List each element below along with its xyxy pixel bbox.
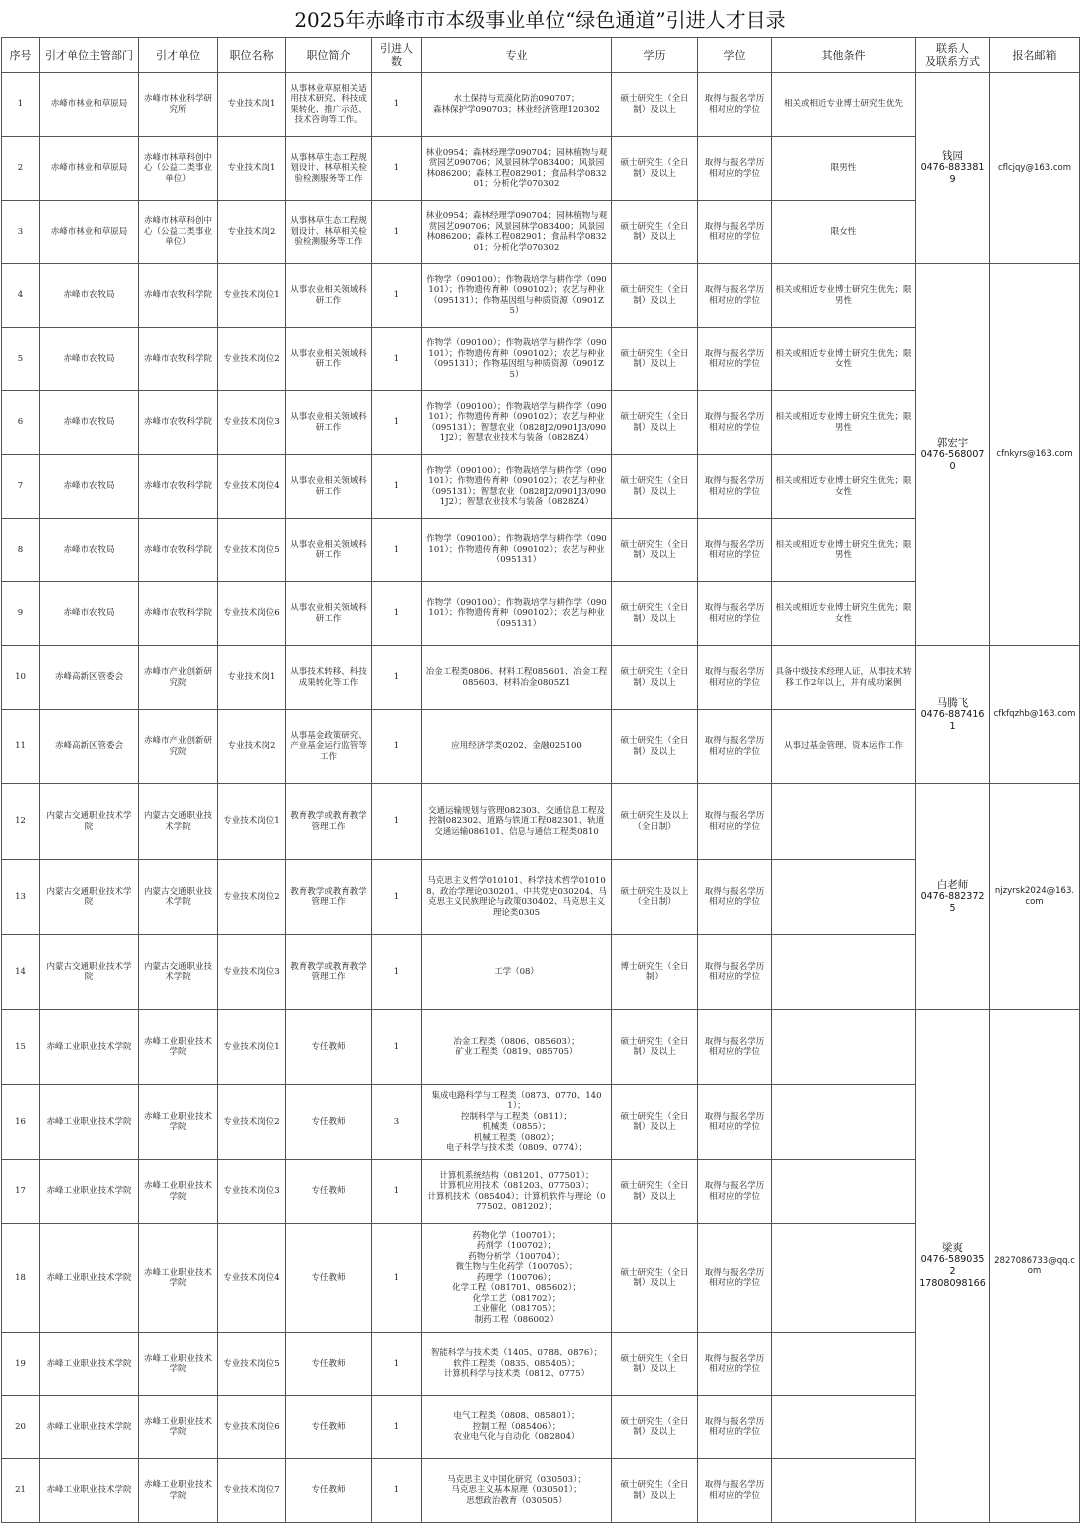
major-line: 冶金工程类0806、材料工程085601、冶金工程085603、材料冶金0805Z1: [425, 667, 608, 688]
row-degree: 取得与报名学历相对应的学位: [698, 935, 772, 1010]
row-education: 硕士研究生（全日制）及以上: [612, 710, 698, 784]
row-count: 1: [372, 784, 422, 860]
contact-name: 梁爽: [942, 1242, 963, 1254]
major-line: 作物学（090100）；作物栽培学与耕作学（090101）；作物遗传育种（090102）；农艺与种业（095131）；智慧农业（0828J2/0901J3/0901J2）；智慧农业技术与装备（0828Z4）: [426, 401, 607, 443]
row-major: [422, 582, 612, 646]
row-other: [772, 1333, 916, 1396]
header-seq: 序号: [2, 38, 40, 73]
row-degree: 取得与报名学历相对应的学位: [698, 73, 772, 137]
contact-email[interactable]: njzyrsk2024@163.com: [990, 784, 1080, 1010]
row-dept: 赤峰市林业和草原局: [40, 201, 139, 264]
major-line: 制药工程（086002）: [474, 1314, 559, 1325]
row-major: [422, 935, 612, 1010]
row-other: 相关或相近专业博士研究生优先；限男性: [772, 519, 916, 582]
row-dept: 赤峰市林业和草原局: [40, 73, 139, 137]
row-count: 1: [372, 1459, 422, 1523]
row-dept: 内蒙古交通职业技术学院: [40, 935, 139, 1010]
row-major: [422, 1160, 612, 1224]
row-intro: 教育教学或教育教学管理工作: [286, 784, 372, 860]
row-seq: 7: [2, 455, 40, 519]
row-major: [422, 455, 612, 519]
row-seq: 2: [2, 137, 40, 201]
major-line: 冶金工程类（0806、085603）；: [453, 1036, 580, 1047]
row-seq: 17: [2, 1160, 40, 1224]
major-line: 马克思主义哲学010101、科学技术哲学010108、政治学理论030201、中共党史030204、马克思主义民族理论与政策030402、马克思主义理论类0305: [426, 876, 607, 918]
row-count: 1: [372, 710, 422, 784]
major-line: 计算机系统结构（081201、077501）；: [439, 1170, 594, 1181]
row-position: 专业技术岗1: [218, 646, 286, 710]
contact-phone: 0476-8823725: [920, 890, 985, 914]
row-count: 1: [372, 935, 422, 1010]
row-education: 博士研究生（全日制）: [612, 935, 698, 1010]
row-position: 专业技术岗位4: [218, 455, 286, 519]
contact-email[interactable]: cflcjqy@163.com: [990, 73, 1080, 264]
row-position: 专业技术岗位7: [218, 1459, 286, 1523]
row-dept: 赤峰工业职业技术学院: [40, 1333, 139, 1396]
contact-name: 钱园: [942, 150, 963, 162]
row-unit: 内蒙古交通职业技术学院: [139, 860, 218, 935]
row-major: [422, 137, 612, 201]
row-other: 相关或相近专业博士研究生优先: [772, 73, 916, 137]
major-line: 农业电气化与自动化（082804）: [453, 1432, 580, 1443]
row-unit: 内蒙古交通职业技术学院: [139, 935, 218, 1010]
row-other: 相关或相近专业博士研究生优先；限男性: [772, 264, 916, 328]
row-seq: 13: [2, 860, 40, 935]
header-intro: 职位简介: [286, 38, 372, 73]
row-intro: 从事农业相关领域科研工作: [286, 455, 372, 519]
header-count: 引进人数: [372, 38, 422, 73]
row-education: 硕士研究生（全日制）及以上: [612, 391, 698, 455]
row-position: 专业技术岗位3: [218, 1160, 286, 1224]
row-other: 从事过基金管理、资本运作工作: [772, 710, 916, 784]
row-dept: 赤峰市农牧局: [40, 391, 139, 455]
row-count: 1: [372, 137, 422, 201]
row-dept: 赤峰高新区管委会: [40, 710, 139, 784]
major-line: 电气工程类（0808、085801）；: [453, 1411, 580, 1422]
major-line: 计算机技术（085404）；计算机软件与理论（077502、081202）；: [427, 1191, 606, 1212]
row-major: [422, 784, 612, 860]
row-intro: 专任教师: [286, 1396, 372, 1459]
row-education: 硕士研究生（全日制）及以上: [612, 455, 698, 519]
contact-name: 郭宏宇: [936, 436, 969, 449]
row-unit: 赤峰工业职业技术学院: [139, 1085, 218, 1160]
row-count: 1: [372, 391, 422, 455]
contact-phone: 0476-5680070: [920, 448, 985, 472]
row-position: 专业技术岗位1: [218, 264, 286, 328]
row-education: 硕士研究生（全日制）及以上: [612, 582, 698, 646]
row-dept: 赤峰市农牧局: [40, 455, 139, 519]
row-position: 专业技术岗1: [218, 137, 286, 201]
contact-cell: [916, 1010, 990, 1523]
row-degree: 取得与报名学历相对应的学位: [698, 1333, 772, 1396]
row-unit: 赤峰市农牧科学院: [139, 519, 218, 582]
major-line: 智能科学与技术类（1405、0788、0876）；: [430, 1348, 603, 1359]
contact-name: 白老师: [936, 878, 969, 891]
row-count: 1: [372, 519, 422, 582]
row-degree: 取得与报名学历相对应的学位: [698, 264, 772, 328]
row-intro: 专任教师: [286, 1160, 372, 1224]
row-intro: 专任教师: [286, 1459, 372, 1523]
major-line: 药物分析学（100704）；: [468, 1251, 565, 1262]
row-education: 硕士研究生（全日制）及以上: [612, 1396, 698, 1459]
major-line: 控制工程（085406）；: [472, 1421, 561, 1432]
row-intro: 从事林业草原相关适用技术研究、科技成果转化、推广示范、技术咨询等工作。: [286, 73, 372, 137]
row-degree: 取得与报名学历相对应的学位: [698, 328, 772, 391]
row-major: [422, 646, 612, 710]
row-count: 1: [372, 646, 422, 710]
row-degree: 取得与报名学历相对应的学位: [698, 201, 772, 264]
major-line: 药剂学（100702）；: [476, 1241, 557, 1252]
row-unit: 赤峰工业职业技术学院: [139, 1459, 218, 1523]
row-position: 专业技术岗位5: [218, 519, 286, 582]
row-intro: 从事农业相关领域科研工作: [286, 264, 372, 328]
row-other: [772, 860, 916, 935]
row-dept: 赤峰工业职业技术学院: [40, 1396, 139, 1459]
row-unit: 赤峰市农牧科学院: [139, 455, 218, 519]
table-row: [2, 1010, 1080, 1085]
row-education: 硕士研究生（全日制）及以上: [612, 519, 698, 582]
table-row: [2, 646, 1080, 710]
row-degree: 取得与报名学历相对应的学位: [698, 455, 772, 519]
row-unit: 赤峰市农牧科学院: [139, 582, 218, 646]
row-education: 硕士研究生（全日制）及以上: [612, 264, 698, 328]
row-education: 硕士研究生（全日制）及以上: [612, 646, 698, 710]
header-contact: 联系人 及联系方式: [916, 38, 990, 73]
row-seq: 3: [2, 201, 40, 264]
row-intro: 从事技术转移、科技成果转化等工作: [286, 646, 372, 710]
row-degree: 取得与报名学历相对应的学位: [698, 646, 772, 710]
row-dept: 赤峰市农牧局: [40, 328, 139, 391]
row-position: 专业技术岗1: [218, 73, 286, 137]
row-education: 硕士研究生（全日制）及以上: [612, 1085, 698, 1160]
row-other: [772, 1224, 916, 1333]
row-degree: 取得与报名学历相对应的学位: [698, 1459, 772, 1523]
row-count: 1: [372, 1396, 422, 1459]
row-intro: 从事农业相关领域科研工作: [286, 391, 372, 455]
contact-email[interactable]: cfkfqzhb@163.com: [990, 646, 1080, 784]
major-line: 作物学（090100）；作物栽培学与耕作学（090101）；作物遗传育种（090102）；农艺与种业（095131）；作物基因组与种质资源（0901Z5）: [426, 338, 607, 380]
row-intro: 从事农业相关领域科研工作: [286, 519, 372, 582]
contact-phone-2: 17808098166: [919, 1278, 986, 1289]
row-dept: 赤峰市林业和草原局: [40, 137, 139, 201]
contact-cell: [916, 73, 990, 264]
row-seq: 5: [2, 328, 40, 391]
table-row: [2, 264, 1080, 328]
row-seq: 10: [2, 646, 40, 710]
row-degree: 取得与报名学历相对应的学位: [698, 1010, 772, 1085]
row-education: 硕士研究生（全日制）及以上: [612, 73, 698, 137]
row-count: 1: [372, 1224, 422, 1333]
row-degree: 取得与报名学历相对应的学位: [698, 519, 772, 582]
row-count: 1: [372, 73, 422, 137]
row-degree: 取得与报名学历相对应的学位: [698, 1085, 772, 1160]
row-education: 硕士研究生（全日制）及以上: [612, 328, 698, 391]
row-major: [422, 1224, 612, 1333]
row-position: 专业技术岗位4: [218, 1224, 286, 1333]
row-dept: 赤峰市农牧局: [40, 519, 139, 582]
row-degree: 取得与报名学历相对应的学位: [698, 1160, 772, 1224]
row-seq: 21: [2, 1459, 40, 1523]
row-education: 硕士研究生（全日制）及以上: [612, 137, 698, 201]
row-education: 硕士研究生及以上（全日制）: [612, 860, 698, 935]
major-line: 电子科学与技术类（0809、0774）；: [445, 1143, 587, 1153]
row-degree: 取得与报名学历相对应的学位: [698, 784, 772, 860]
major-line: 交通运输规划与管理082303、交通信息工程及控制082302、道路与铁道工程082301、轨道交通运输086101、信息与通信工程类0810: [428, 805, 605, 837]
contact-email[interactable]: cfnkyrs@163.com: [990, 264, 1080, 646]
row-count: 1: [372, 455, 422, 519]
major-line: 马克思主义基本原理（030501）；: [451, 1485, 582, 1496]
row-count: 1: [372, 1160, 422, 1224]
row-count: 1: [372, 582, 422, 646]
row-other: 相关或相近专业博士研究生优先；限女性: [772, 328, 916, 391]
row-other: [772, 1085, 916, 1160]
contact-phone: 0476-5890352: [920, 1254, 985, 1277]
row-dept: 赤峰高新区管委会: [40, 646, 139, 710]
row-count: 1: [372, 1010, 422, 1085]
table-row: [2, 73, 1080, 137]
major-line: 计算机应用技术（081203、077503）；: [439, 1181, 594, 1191]
row-degree: 取得与报名学历相对应的学位: [698, 1224, 772, 1333]
table-row: [2, 784, 1080, 860]
row-unit: 赤峰市农牧科学院: [139, 264, 218, 328]
row-other: [772, 1459, 916, 1523]
row-intro: 从事林草生态工程规划设计、林草相关检验检测服务等工作: [286, 201, 372, 264]
row-other: 相关或相近专业博士研究生优先；限女性: [772, 455, 916, 519]
header-major: 专业: [422, 38, 612, 73]
row-major: [422, 1085, 612, 1160]
row-position: 专业技术岗位5: [218, 1333, 286, 1396]
row-position: 专业技术岗位3: [218, 935, 286, 1010]
major-line: 矿业工程类（0819、085705）: [455, 1047, 578, 1057]
header-unit: 引才单位: [139, 38, 218, 73]
row-major: [422, 201, 612, 264]
row-education: 硕士研究生（全日制）及以上: [612, 1224, 698, 1333]
major-line: 计算机科学与技术类（0812、0775）: [443, 1369, 590, 1380]
major-line: 机械工程类（0802）；: [473, 1132, 560, 1143]
major-line: 药物化学（100701）；: [472, 1230, 561, 1241]
contact-cell: [916, 646, 990, 784]
row-education: 硕士研究生（全日制）及以上: [612, 1010, 698, 1085]
row-unit: 赤峰市产业创新研究院: [139, 646, 218, 710]
row-count: 1: [372, 328, 422, 391]
header-other: 其他条件: [772, 38, 916, 73]
row-major: [422, 73, 612, 137]
talent-table: [1, 37, 1080, 1523]
row-education: 硕士研究生（全日制）及以上: [612, 1459, 698, 1523]
row-other: [772, 935, 916, 1010]
row-count: 1: [372, 1333, 422, 1396]
row-education: 硕士研究生（全日制）及以上: [612, 1333, 698, 1396]
major-line: 应用经济学类0202、金融025100: [451, 741, 582, 752]
row-intro: 专任教师: [286, 1333, 372, 1396]
row-other: 相关或相近专业博士研究生优先；限女性: [772, 582, 916, 646]
row-intro: 专任教师: [286, 1010, 372, 1085]
row-position: 专业技术岗位1: [218, 784, 286, 860]
row-major: [422, 1333, 612, 1396]
row-seq: 1: [2, 73, 40, 137]
row-major: [422, 264, 612, 328]
row-unit: 赤峰市农牧科学院: [139, 391, 218, 455]
header-education: 学历: [612, 38, 698, 73]
row-count: 3: [372, 1085, 422, 1160]
contact-name: 马腾飞: [936, 696, 969, 709]
row-other: 限男性: [772, 137, 916, 201]
row-seq: 14: [2, 935, 40, 1010]
major-line: 化学工程（081701、085602）；: [452, 1283, 581, 1294]
major-line: 林业0954；森林经理学090704；园林植物与观赏园艺090706；风景园林学083400；风景园林086200；森林工程082901；食品科学083201；分析化学070302: [425, 147, 608, 189]
row-seq: 9: [2, 582, 40, 646]
major-line: 马克思主义中国化研究（030503）；: [447, 1474, 586, 1485]
row-intro: 从事农业相关领域科研工作: [286, 328, 372, 391]
row-position: 专业技术岗位2: [218, 860, 286, 935]
row-dept: 内蒙古交通职业技术学院: [40, 860, 139, 935]
row-major: [422, 1396, 612, 1459]
row-dept: 内蒙古交通职业技术学院: [40, 784, 139, 860]
row-count: 1: [372, 264, 422, 328]
major-line: 作物学（090100）；作物栽培学与耕作学（090101）；作物遗传育种（090102）；农艺与种业（095131）；智慧农业（0828J2/0901J3/0901J2）；智慧农业技术与装备（0828Z4）: [426, 465, 607, 507]
major-line: 软件工程类（0835、085405）；: [453, 1358, 580, 1369]
row-major: [422, 1010, 612, 1085]
row-other: [772, 1396, 916, 1459]
major-line: 工业催化（081705）；: [472, 1304, 561, 1315]
row-seq: 12: [2, 784, 40, 860]
major-line: 控制科学与工程类（0811）；: [461, 1111, 572, 1122]
row-position: 专业技术岗2: [218, 710, 286, 784]
row-degree: 取得与报名学历相对应的学位: [698, 391, 772, 455]
row-seq: 8: [2, 519, 40, 582]
row-dept: 赤峰市农牧局: [40, 582, 139, 646]
row-degree: 取得与报名学历相对应的学位: [698, 137, 772, 201]
row-dept: 赤峰工业职业技术学院: [40, 1459, 139, 1523]
major-line: 林业0954；森林经理学090704；园林植物与观赏园艺090706；风景园林学083400；风景园林086200；森林工程082901；食品科学083201；分析化学070302: [425, 211, 608, 253]
major-line: 森林保护学090703；林业经济管理120302: [433, 104, 600, 115]
major-line: 作物学（090100）；作物栽培学与耕作学（090101）；作物遗传育种（090102）；农艺与种业（095131）: [426, 597, 607, 629]
major-line: 水土保持与荒漠化防治090707；: [453, 94, 580, 104]
major-line: 作物学（090100）；作物栽培学与耕作学（090101）；作物遗传育种（090102）；农艺与种业（095131）: [426, 534, 607, 566]
row-intro: 从事农业相关领域科研工作: [286, 582, 372, 646]
row-position: 专业技术岗位6: [218, 582, 286, 646]
major-line: 化学工艺（081702）；: [472, 1293, 561, 1304]
row-education: 硕士研究生（全日制）及以上: [612, 1160, 698, 1224]
header-email: 报名邮箱: [990, 38, 1080, 73]
row-intro: 专任教师: [286, 1224, 372, 1333]
major-line: 作物学（090100）；作物栽培学与耕作学（090101）；作物遗传育种（090102）；农艺与种业（095131）；作物基因组与种质资源（0901Z5）: [426, 274, 607, 316]
row-unit: 赤峰市林业科学研究所: [139, 73, 218, 137]
row-seq: 11: [2, 710, 40, 784]
contact-phone: 0476-8833819: [920, 162, 985, 185]
row-seq: 6: [2, 391, 40, 455]
row-other: 限女性: [772, 201, 916, 264]
header-degree: 学位: [698, 38, 772, 73]
row-unit: 赤峰工业职业技术学院: [139, 1224, 218, 1333]
row-count: 1: [372, 201, 422, 264]
row-position: 专业技术岗位2: [218, 328, 286, 391]
row-unit: 赤峰市农牧科学院: [139, 328, 218, 391]
table-body: [2, 73, 1080, 1523]
row-unit: 赤峰市林草科创中心（公益二类事业单位）: [139, 201, 218, 264]
row-unit: 赤峰工业职业技术学院: [139, 1396, 218, 1459]
row-seq: 16: [2, 1085, 40, 1160]
row-degree: 取得与报名学历相对应的学位: [698, 582, 772, 646]
row-position: 专业技术岗位1: [218, 1010, 286, 1085]
row-major: [422, 391, 612, 455]
row-unit: 赤峰工业职业技术学院: [139, 1010, 218, 1085]
row-intro: 教育教学或教育教学管理工作: [286, 935, 372, 1010]
row-seq: 4: [2, 264, 40, 328]
row-seq: 19: [2, 1333, 40, 1396]
row-intro: 从事林草生态工程规划设计、林草相关检验检测服务等工作: [286, 137, 372, 201]
row-other: [772, 1160, 916, 1224]
contact-cell: [916, 784, 990, 1010]
row-degree: 取得与报名学历相对应的学位: [698, 710, 772, 784]
row-unit: 赤峰工业职业技术学院: [139, 1160, 218, 1224]
row-intro: 专任教师: [286, 1085, 372, 1160]
row-dept: 赤峰工业职业技术学院: [40, 1224, 139, 1333]
row-position: 专业技术岗位3: [218, 391, 286, 455]
row-other: 相关或相近专业博士研究生优先；限男性: [772, 391, 916, 455]
row-education: 硕士研究生及以上（全日制）: [612, 784, 698, 860]
row-major: [422, 328, 612, 391]
major-line: 思想政治教育（030505）: [466, 1495, 567, 1506]
row-other: [772, 1010, 916, 1085]
row-position: 专业技术岗位6: [218, 1396, 286, 1459]
row-position: 专业技术岗2: [218, 201, 286, 264]
row-unit: 内蒙古交通职业技术学院: [139, 784, 218, 860]
row-count: 1: [372, 860, 422, 935]
major-line: 集成电路科学与工程类（0873、0770、1401）；: [431, 1090, 602, 1111]
page-title: 2025年赤峰市市本级事业单位“绿色通道”引进人才目录: [294, 8, 786, 32]
contact-email[interactable]: 2827086733@qq.com: [990, 1010, 1080, 1523]
row-degree: 取得与报名学历相对应的学位: [698, 860, 772, 935]
row-major: [422, 1459, 612, 1523]
major-line: 工学（08）: [494, 966, 539, 977]
row-unit: 赤峰市林草科创中心（公益二类事业单位）: [139, 137, 218, 201]
row-position: 专业技术岗位2: [218, 1085, 286, 1160]
row-major: [422, 860, 612, 935]
header-position: 职位名称: [218, 38, 286, 73]
major-line: 药理学（100706）；: [476, 1272, 557, 1283]
row-dept: 赤峰工业职业技术学院: [40, 1085, 139, 1160]
row-intro: 教育教学或教育教学管理工作: [286, 860, 372, 935]
row-unit: 赤峰工业职业技术学院: [139, 1333, 218, 1396]
row-seq: 15: [2, 1010, 40, 1085]
header-dept: 引才单位主管部门: [40, 38, 139, 73]
row-unit: 赤峰市产业创新研究院: [139, 710, 218, 784]
row-intro: 从事基金政策研究、产业基金运行监管等工作: [286, 710, 372, 784]
row-education: 硕士研究生（全日制）及以上: [612, 201, 698, 264]
row-dept: 赤峰工业职业技术学院: [40, 1010, 139, 1085]
major-line: 微生物与生化药学（100705）；: [455, 1262, 578, 1273]
row-major: [422, 519, 612, 582]
contact-phone: 0476-8874161: [920, 708, 985, 732]
row-degree: 取得与报名学历相对应的学位: [698, 1396, 772, 1459]
major-line: 机械类（0855）；: [482, 1122, 551, 1132]
row-dept: 赤峰市农牧局: [40, 264, 139, 328]
row-other: [772, 784, 916, 860]
contact-cell: [916, 264, 990, 646]
row-other: 具备中级技术经理人证，从事技术转移工作2年以上，并有成功案例: [772, 646, 916, 710]
row-major: [422, 710, 612, 784]
row-seq: 18: [2, 1224, 40, 1333]
table-header-row: [2, 38, 1080, 73]
row-dept: 赤峰工业职业技术学院: [40, 1160, 139, 1224]
row-seq: 20: [2, 1396, 40, 1459]
